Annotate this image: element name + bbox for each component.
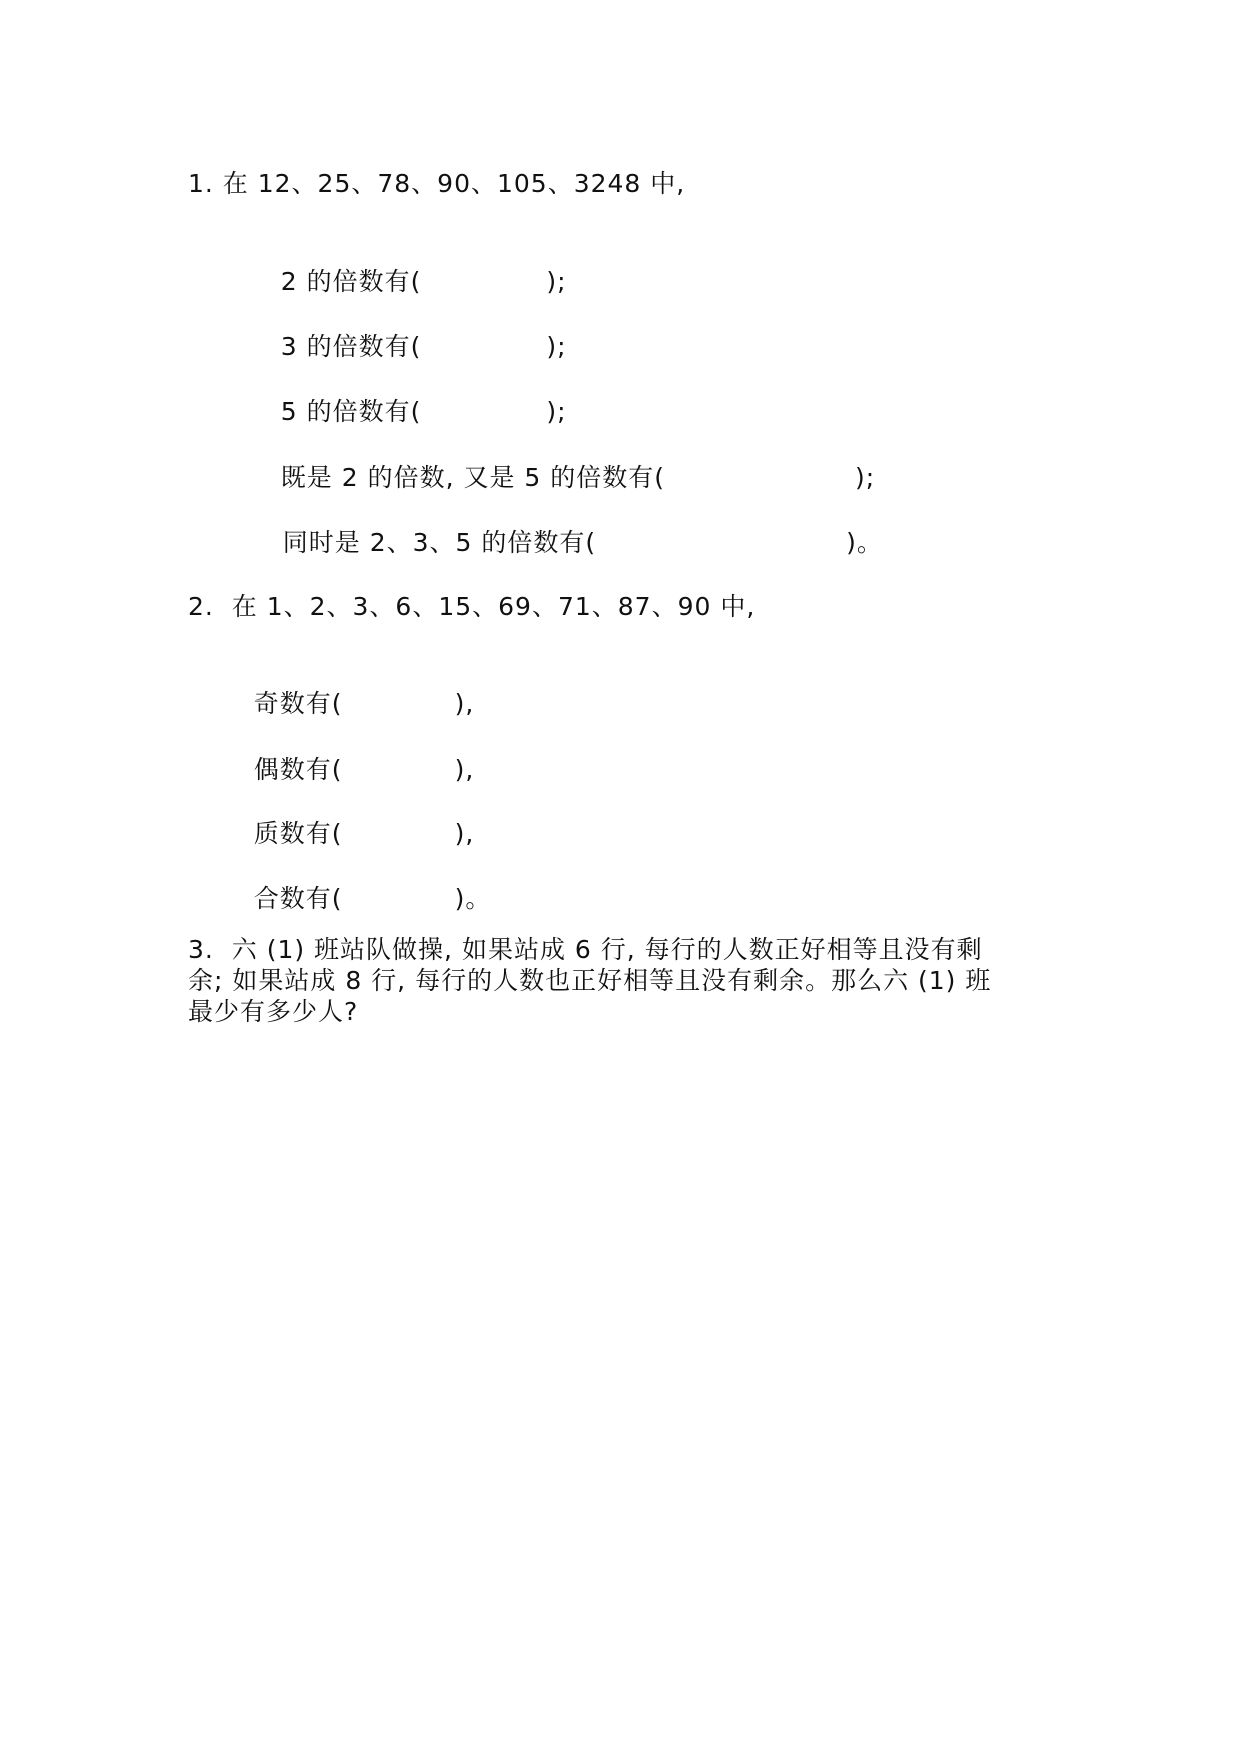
question-2-line-4 xyxy=(218,851,491,947)
line-prefix: 3 的倍数有( xyxy=(280,332,422,361)
question-1-line-5 xyxy=(247,495,883,591)
line-prefix: 同时是 2、3、5 的倍数有( xyxy=(282,528,597,557)
line-suffix: ); xyxy=(546,332,567,361)
line-prefix: 5 的倍数有( xyxy=(280,397,422,426)
question-2-intro: 2. 在 1、2、3、6、15、69、71、87、90 中, xyxy=(188,592,756,621)
line-suffix: )。 xyxy=(454,884,492,913)
line-prefix: 质数有( xyxy=(253,819,343,848)
line-prefix: 偶数有( xyxy=(253,755,343,784)
line-suffix: ); xyxy=(546,267,567,296)
line-prefix: 2 的倍数有( xyxy=(280,267,422,296)
question-3-line-3: 最少有多少人? xyxy=(188,997,359,1026)
line-prefix: 奇数有( xyxy=(253,689,343,718)
line-suffix: ); xyxy=(855,463,876,492)
question-1-intro: 1. 在 12、25、78、90、105、3248 中, xyxy=(188,169,686,198)
line-suffix: )。 xyxy=(846,528,883,557)
line-suffix: ); xyxy=(546,397,567,426)
line-suffix: ), xyxy=(454,755,475,784)
question-3-line-1: 3. 六 (1) 班站队做操, 如果站成 6 行, 每行的人数正好相等且没有剩 xyxy=(188,935,983,964)
line-prefix: 既是 2 的倍数, 又是 5 的倍数有( xyxy=(280,463,666,492)
line-prefix: 合数有( xyxy=(253,884,343,913)
line-suffix: ), xyxy=(454,689,475,718)
line-suffix: ), xyxy=(454,819,475,848)
question-3-line-2: 余; 如果站成 8 行, 每行的人数也正好相等且没有剩余。那么六 (1) 班 xyxy=(188,966,992,995)
